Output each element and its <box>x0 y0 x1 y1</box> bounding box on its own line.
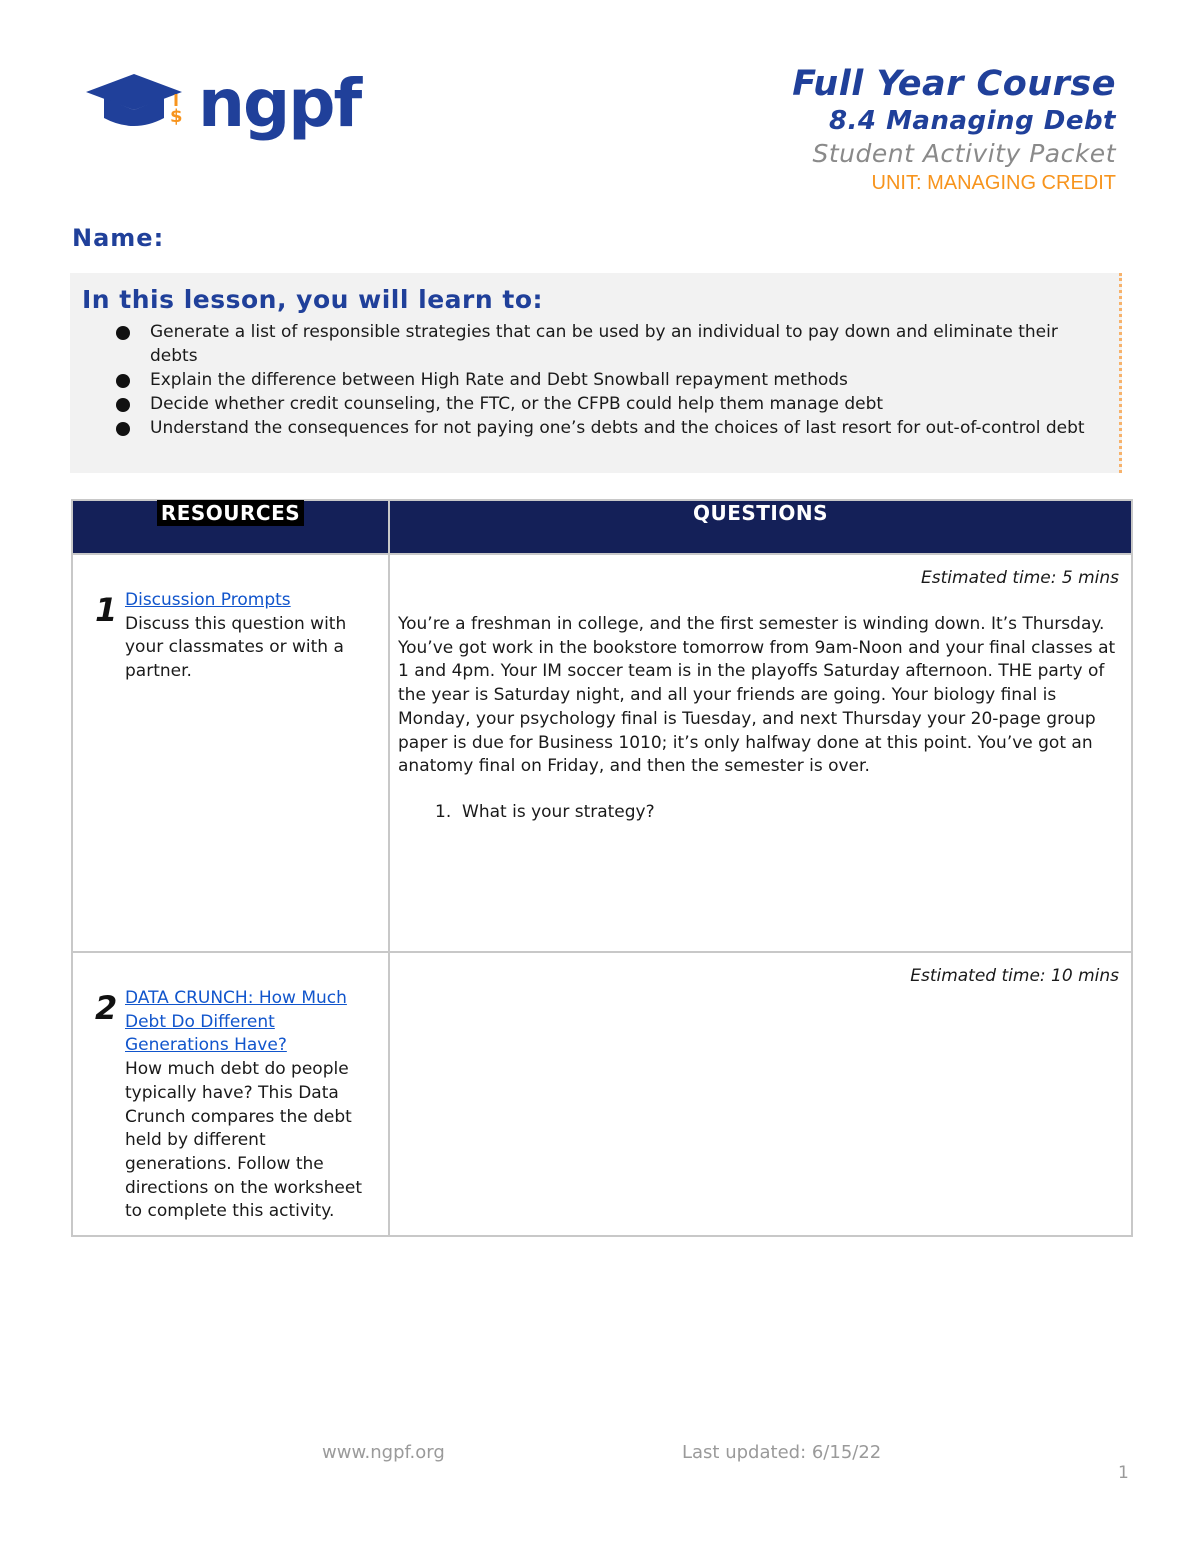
estimated-time: Estimated time: 5 mins <box>921 568 1119 588</box>
footer-site: www.ngpf.org <box>322 1442 445 1463</box>
objective-item <box>114 392 1104 416</box>
questions-header: QUESTIONS <box>389 500 1132 554</box>
objectives-list <box>114 320 1104 440</box>
resource-number: 2 <box>95 989 118 1027</box>
discussion-prompts-link[interactable]: Discussion Prompts <box>125 590 291 610</box>
name-label: Name: <box>72 224 165 252</box>
objective-text: Understand the consequences for not paying one’s debts and the choices of last resort for out-of-control debt <box>150 418 1085 438</box>
bullet-icon <box>116 422 130 436</box>
logo-wordmark: ngpf <box>198 66 361 142</box>
objective-text: Explain the difference between High Rate and Debt Snowball repayment methods <box>150 370 848 390</box>
svg-text:$: $ <box>170 106 183 127</box>
estimated-time: Estimated time: 10 mins <box>910 966 1119 986</box>
resource-number: 1 <box>95 591 118 629</box>
resources-header-label: RESOURCES <box>157 500 304 526</box>
graduation-cap-icon <box>86 74 183 127</box>
objective-text: Decide whether credit counseling, the FTC, or the CFPB could help them manage debt <box>150 394 884 414</box>
objectives-title: In this lesson, you will learn to: <box>82 285 543 314</box>
question-cell <box>389 952 1132 1236</box>
table-row <box>72 952 1132 1236</box>
resource-description: Discuss this question with your classmates or with a partner. <box>125 613 347 682</box>
packet-title: Student Activity Packet <box>812 139 1116 168</box>
question-item: 1. What is your strategy? <box>435 801 655 822</box>
objective-item <box>114 368 1104 392</box>
objective-text: Generate a list of responsible strategies that can be used by an individual to pay down and eliminate their debts <box>150 322 1058 366</box>
objectives-box <box>70 273 1122 473</box>
resource-cell <box>72 554 389 952</box>
table-row <box>72 554 1132 952</box>
question-cell <box>389 554 1132 952</box>
unit-label: UNIT: MANAGING CREDIT <box>871 172 1116 194</box>
objective-item <box>114 416 1104 440</box>
table-header-row <box>72 500 1132 554</box>
course-title: Full Year Course <box>792 64 1116 104</box>
page-number: 1 <box>1118 1463 1129 1483</box>
bullet-icon <box>116 374 130 388</box>
footer-updated: Last updated: 6/15/22 <box>682 1442 882 1463</box>
lesson-title: 8.4 Managing Debt <box>828 106 1116 136</box>
header-title-block <box>792 64 1116 196</box>
resources-header <box>72 500 389 554</box>
resource-cell <box>72 952 389 1236</box>
resource-body <box>125 987 374 1224</box>
resource-description: How much debt do people typically have? This Data Crunch compares the debt held by different generations. Follow the directions on the worksheet to complete this activity. <box>125 1059 362 1222</box>
ngpf-logo <box>86 66 376 146</box>
resources-table <box>71 499 1133 1237</box>
discussion-prompt-text: You’re a freshman in college, and the first semester is winding down. It’s Thursday. You’ve got work in the bookstore tomorrow from 9am-Noon and your final classes at 1 and 4pm. Your IM soccer team is in the playoffs Saturday afternoon. THE party of the year is Saturday night, and all your friends are going. Your biology final is Monday, your psychology final is Tuesday, and next Thursday your 20-page group paper is due for Business 1010; it’s only halfway done at this point. You’ve got an anatomy final on Friday, and then the semester is over. <box>398 614 1116 777</box>
data-crunch-link[interactable]: DATA CRUNCH: How Much Debt Do Different Generations Have? <box>125 988 347 1056</box>
question-list <box>390 801 1131 824</box>
bullet-icon <box>116 398 130 412</box>
bullet-icon <box>116 326 130 340</box>
objective-item <box>114 320 1104 368</box>
resource-body <box>125 589 374 684</box>
